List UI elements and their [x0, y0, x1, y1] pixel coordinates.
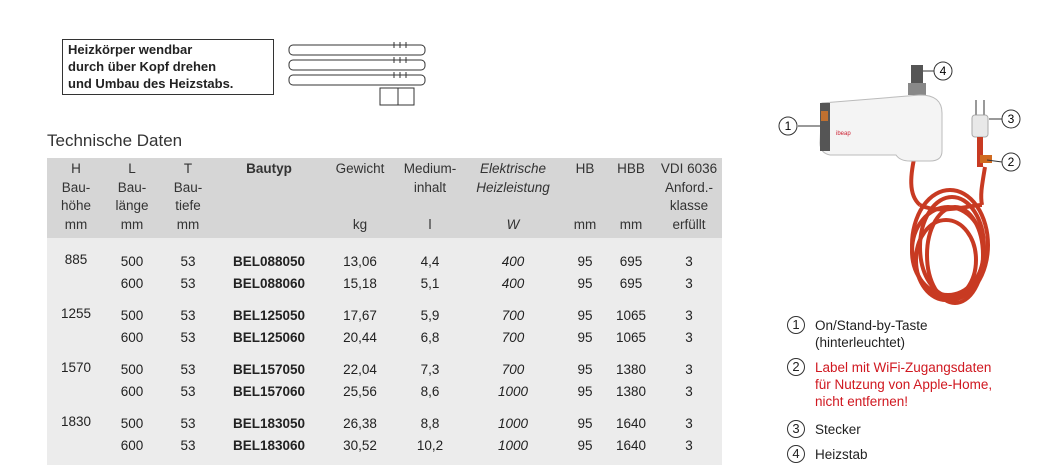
table-cell: 500: [120, 308, 144, 323]
table-cell: 500: [120, 254, 144, 269]
table-cell: 600: [120, 384, 144, 399]
column-header: Medium- inhalt l: [403, 161, 457, 232]
table-cell: 3: [685, 416, 693, 431]
legend-text: Stecker: [815, 422, 861, 437]
table-cell: 95: [577, 276, 593, 291]
table-cell: 20,44: [343, 330, 377, 345]
table-cell: BEL088050: [232, 254, 306, 269]
column-header: H Bau- höhe mm: [60, 161, 92, 232]
table-cell: 1830: [60, 414, 92, 429]
table-cell: 3: [685, 276, 693, 291]
table-cell: 1570: [60, 360, 92, 375]
legend-text: Heizstab: [815, 447, 868, 462]
table-cell: 700: [501, 362, 525, 377]
legend-number: 4: [787, 445, 805, 463]
table-cell: 3: [685, 308, 693, 323]
table-cell: BEL125060: [232, 330, 306, 345]
table-cell: 500: [120, 362, 144, 377]
table-cell: 8,6: [420, 384, 440, 399]
table-cell: 53: [180, 384, 196, 399]
table-cell: 3: [685, 362, 693, 377]
note-line: Heizkörper wendbar: [68, 42, 193, 57]
table-cell: 885: [64, 252, 88, 267]
table-cell: 500: [120, 416, 144, 431]
table-cell: 5,1: [420, 276, 440, 291]
table-cell: 25,56: [343, 384, 377, 399]
table-cell: 600: [120, 330, 144, 345]
table-cell: 53: [180, 362, 196, 377]
callout-1: 1: [784, 119, 792, 133]
column-header: HB mm: [573, 161, 597, 232]
table-cell: 1000: [497, 438, 529, 453]
callout-4: 4: [939, 64, 947, 78]
note-line: und Umbau des Heizstabs.: [68, 76, 234, 91]
table-cell: BEL183060: [232, 438, 306, 453]
table-cell: 1000: [497, 416, 529, 431]
table-cell: 1000: [497, 384, 529, 399]
column-header: T Bau- tiefe mm: [173, 161, 203, 232]
table-cell: BEL157050: [232, 362, 306, 377]
table-cell: 1380: [615, 384, 647, 399]
table-cell: 95: [577, 384, 593, 399]
table-cell: 1065: [615, 308, 647, 323]
table-cell: 700: [501, 330, 525, 345]
legend-text: On/Stand-by-Taste (hinterleuchtet): [815, 318, 928, 350]
table-cell: 3: [685, 254, 693, 269]
column-header: Gewicht kg: [335, 161, 385, 232]
table-cell: 53: [180, 254, 196, 269]
table-cell: 26,38: [343, 416, 377, 431]
table-cell: 95: [577, 416, 593, 431]
table-cell: BEL183050: [232, 416, 306, 431]
table-cell: 53: [180, 416, 196, 431]
table-cell: 5,9: [420, 308, 440, 323]
table-cell: BEL088060: [232, 276, 306, 291]
table-cell: 400: [501, 276, 525, 291]
callout-2: 2: [1007, 155, 1015, 169]
table-cell: 7,3: [420, 362, 440, 377]
table-cell: BEL125050: [232, 308, 306, 323]
table-cell: 95: [577, 330, 593, 345]
table-cell: 53: [180, 276, 196, 291]
table-cell: 1640: [615, 416, 647, 431]
table-cell: 600: [120, 438, 144, 453]
column-header: Elektrische Heizleistung W: [476, 161, 550, 232]
table-cell: 8,8: [420, 416, 440, 431]
legend-number: 3: [787, 420, 805, 438]
table-cell: 13,06: [343, 254, 377, 269]
table-cell: 1640: [615, 438, 647, 453]
table-cell: 3: [685, 330, 693, 345]
legend-number: 1: [787, 316, 805, 334]
table-cell: 95: [577, 438, 593, 453]
table-cell: 95: [577, 308, 593, 323]
legend-number: 2: [787, 358, 805, 376]
table-cell: 695: [619, 254, 643, 269]
table-cell: 53: [180, 308, 196, 323]
legend-text: Label mit WiFi-Zugangsdaten für Nutzung von Apple-Home, nicht entfernen!: [815, 360, 993, 409]
column-header: L Bau- länge mm: [115, 161, 149, 232]
column-header: VDI 6036 Anford.- klasse erfüllt: [660, 161, 718, 232]
table-cell: 10,2: [416, 438, 444, 453]
table-cell: 1380: [615, 362, 647, 377]
table-cell: 53: [180, 438, 196, 453]
table-cell: 22,04: [343, 362, 377, 377]
table-header: [47, 158, 722, 238]
table-cell: 3: [685, 384, 693, 399]
table-cell: BEL157060: [232, 384, 306, 399]
callout-3: 3: [1007, 112, 1015, 126]
table-cell: 6,8: [420, 330, 440, 345]
brand-label: ibeap: [836, 131, 851, 137]
table-body: [47, 238, 722, 465]
table-cell: 700: [501, 308, 525, 323]
table-cell: 30,52: [343, 438, 377, 453]
table-cell: 1255: [60, 306, 92, 321]
table-cell: 4,4: [420, 254, 440, 269]
section-title: Technische Daten: [47, 131, 183, 150]
table-cell: 95: [577, 254, 593, 269]
column-header: HBB mm: [617, 161, 645, 232]
note-line: durch über Kopf drehen: [68, 59, 217, 74]
table-cell: 15,18: [343, 276, 377, 291]
table-cell: 695: [619, 276, 643, 291]
column-header: Bautyp: [246, 161, 292, 176]
table-cell: 17,67: [343, 308, 377, 323]
table-cell: 53: [180, 330, 196, 345]
rotation-note-box: [62, 39, 274, 95]
table-cell: 95: [577, 362, 593, 377]
heating-rod-photo: [770, 55, 1032, 315]
table-cell: 600: [120, 276, 144, 291]
table-cell: 3: [685, 438, 693, 453]
table-cell: 1065: [615, 330, 647, 345]
table-cell: 400: [501, 254, 525, 269]
radiator-sketch: [288, 40, 430, 108]
